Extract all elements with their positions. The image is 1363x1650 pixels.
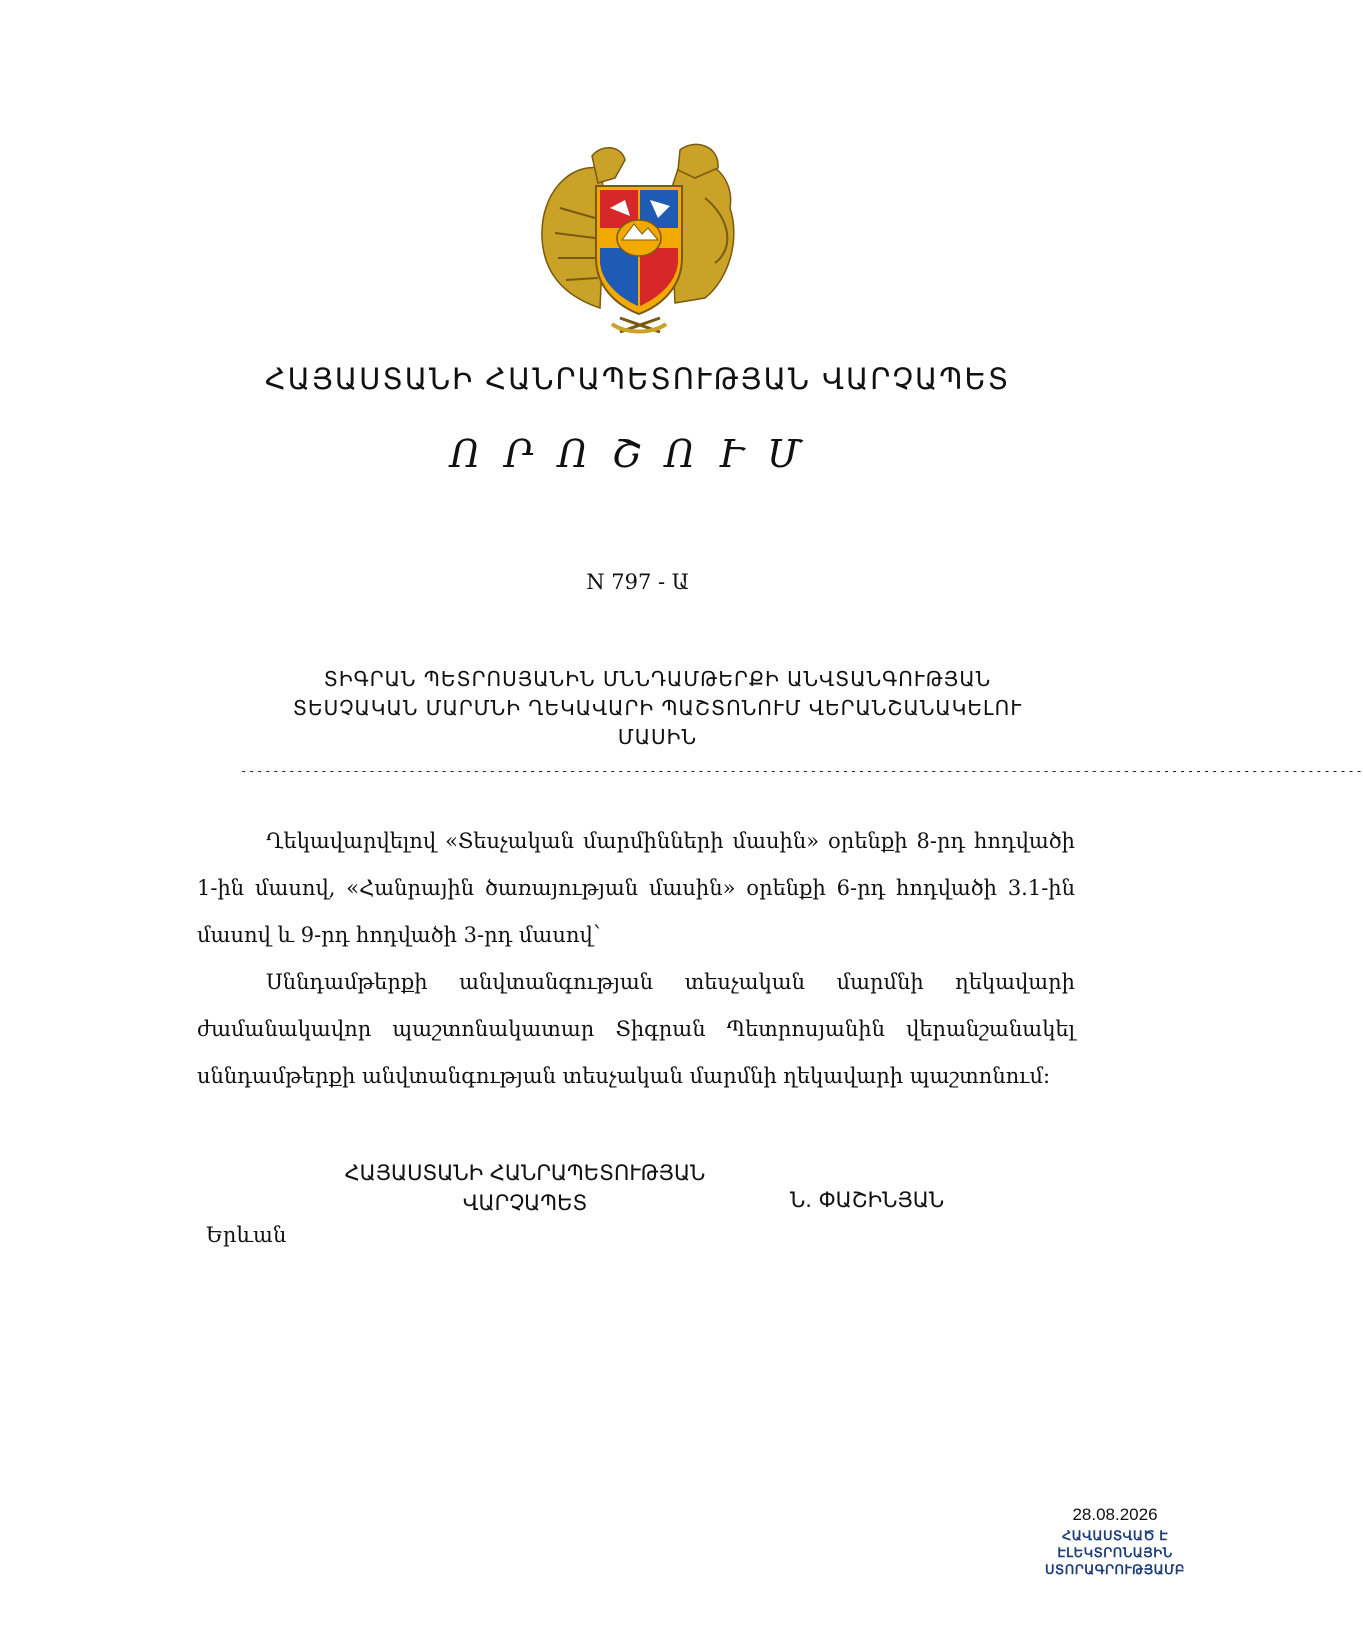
- coat-of-arms-of-armenia-icon: [530, 138, 748, 338]
- signatory-title-line: ՀԱՅԱՍՏԱՆԻ ՀԱՆՐԱՊԵՏՈՒԹՅԱՆ: [344, 1161, 706, 1185]
- city: Երևան: [206, 1223, 287, 1247]
- subject-line: ՏԵՍՉԱԿԱՆ ՄԱՐՄՆԻ ՂԵԿԱՎԱՐԻ ՊԱՇՏՈՆՈՒՄ ՎԵՐԱՆՇԱՆԱԿԵԼՈՒ: [292, 696, 1023, 720]
- signatory-name: Ն. ՓԱՇԻՆՅԱՆ: [790, 1188, 945, 1212]
- document-type: ՈՐՈՇՈՒՄ: [449, 432, 826, 476]
- electronic-signature-stamp: [1010, 1505, 1220, 1578]
- body-paragraph: Սննդամթերքի անվտանգության տեսչական մարմնի ղեկավարի ժամանակավոր պաշտոնակատար Տիգրան Պետրոսյանին վերանշանակել սննդամթերքի անվտանգության տեսչական մարմնի ղեկավարի պաշտոնում:: [197, 970, 1075, 1088]
- signatory-title: [290, 1158, 760, 1218]
- signatory-title-line: ՎԱՐՉԱՊԵՏ: [462, 1191, 588, 1215]
- document-body: [197, 818, 1075, 1100]
- stamp-line: ԷԼԵԿՏՐՈՆԱՅԻՆ: [1057, 1545, 1173, 1560]
- dashed-separator: --------------------------------------------------------------------------------------------------------------------------------------------: [240, 764, 1363, 778]
- document-number: N 797 - Ա: [586, 570, 689, 594]
- stamp-line: ՍՏՈՐԱԳՐՈՒԹՅԱՄԲ: [1045, 1562, 1185, 1577]
- stamp-line: ՀԱՎԱՍՏՎԱԾ Է: [1061, 1528, 1169, 1543]
- subject-line: ՏԻԳՐԱՆ ՊԵՏՐՈՍՅԱՆԻՆ ՄՆՆԴԱՄԹԵՐՔԻ ԱՆՎՏԱՆԳՈՒԹՅԱՆ: [323, 667, 992, 691]
- body-paragraph: Ղեկավարվելով «Տեսչական մարմինների մասին» օրենքի 8-րդ հոդվածի 1-ին մասով, «Հանրային ծառայության մասին» օրենքի 6-րդ հոդվածի 3.1-ին մասով և 9-րդ հոդվածի 3-րդ մասով՝: [197, 829, 1075, 947]
- stamp-date: 28.08.2026: [1072, 1505, 1158, 1524]
- issuer-title: ՀԱՅԱՍՏԱՆԻ ՀԱՆՐԱՊԵՏՈՒԹՅԱՆ ՎԱՐՉԱՊԵՏ: [264, 362, 1011, 396]
- subject-heading: [240, 665, 1075, 752]
- subject-line: ՄԱՍԻՆ: [617, 725, 698, 749]
